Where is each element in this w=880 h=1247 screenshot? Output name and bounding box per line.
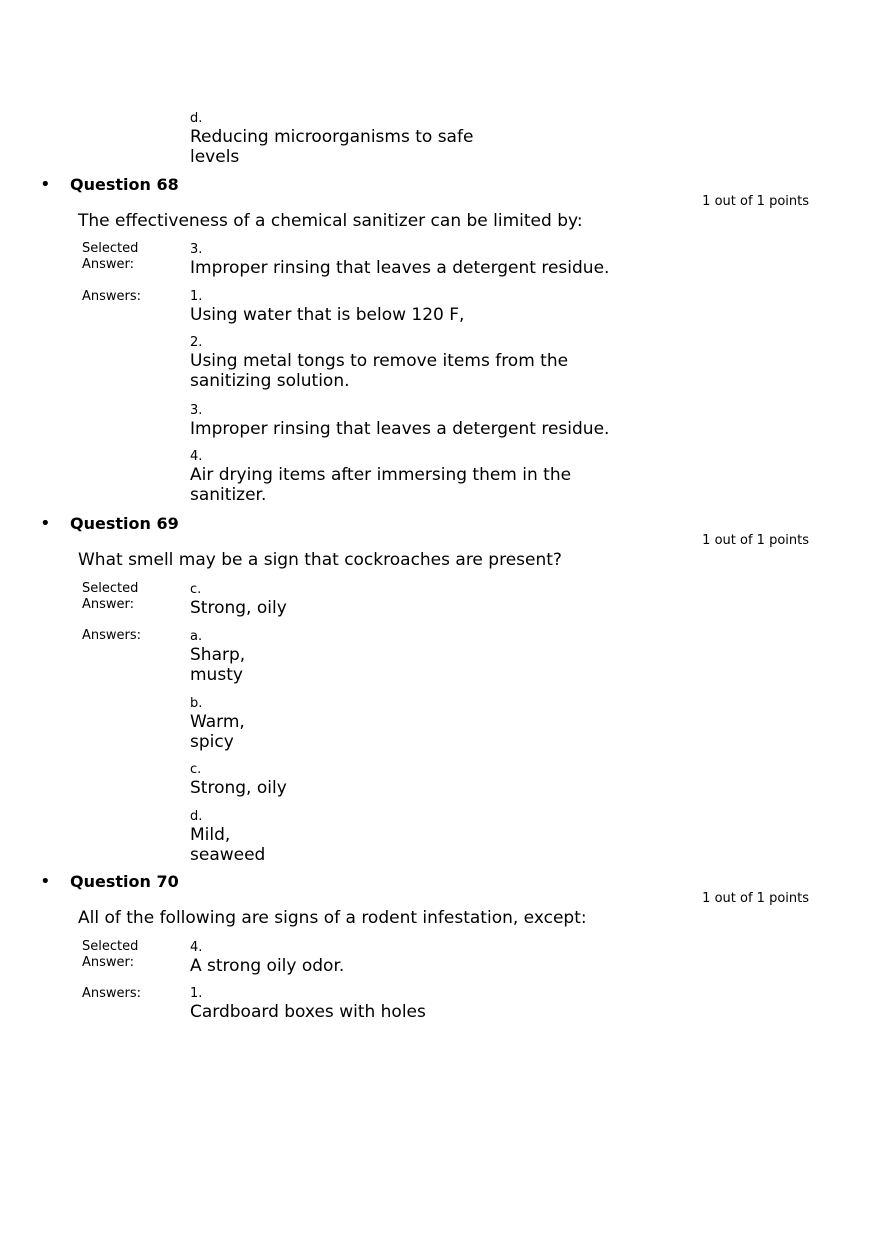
option-text: Strong, oily [190,598,287,618]
previous-answer-option [190,110,510,167]
answers-label: Answers: [82,289,142,304]
answer-option [190,808,630,865]
answers-label: Answers: [82,628,142,643]
option-label: 4. [190,940,203,955]
answer-option [190,334,630,391]
answer-option [190,761,630,798]
option-text: Reducing microorganisms to safe [190,127,474,147]
answer-option [190,448,630,505]
option-label: c. [190,582,202,597]
answer-option [190,288,630,325]
option-label: c. [190,762,202,777]
question-points: 1 out of 1 points [702,891,809,906]
option-label: 3. [190,403,203,418]
option-label: 1. [190,289,203,304]
option-text: spicy [190,732,234,752]
option-text: sanitizing solution. [190,371,350,391]
bullet-icon: • [40,174,51,195]
option-label: b. [190,696,203,711]
selected-answer [190,939,630,976]
selected-answer-label: Selected Answer: [82,241,139,272]
option-label: d. [190,809,203,824]
question-points: 1 out of 1 points [702,533,809,548]
option-text: Sharp, [190,645,246,665]
answer-option [190,402,630,439]
question-title: Question 68 [70,175,179,194]
option-label: 1. [190,986,203,1001]
option-text: Improper rinsing that leaves a detergent residue. [190,258,610,278]
answers-label: Answers: [82,986,142,1001]
question-text: The effectiveness of a chemical sanitizer can be limited by: [78,211,583,231]
selected-answer [190,581,630,618]
selected-answer-label: Selected Answer: [82,581,139,612]
selected-answer-label: Selected Answer: [82,939,139,970]
option-label: 3. [190,242,203,257]
answer-option [190,628,630,685]
option-label: a. [190,629,203,644]
option-text: Warm, [190,712,245,732]
option-label: 2. [190,335,203,350]
question-title: Question 69 [70,514,179,533]
option-text: Air drying items after immersing them in the [190,465,572,485]
option-label: 4. [190,449,203,464]
option-text: Cardboard boxes with holes [190,1002,426,1022]
option-text: A strong oily odor. [190,956,345,976]
bullet-icon: • [40,513,51,534]
option-text: Improper rinsing that leaves a detergent residue. [190,419,610,439]
option-text: Using water that is below 120 F, [190,305,465,325]
bullet-icon: • [40,871,51,892]
answer-option [190,695,630,752]
question-points: 1 out of 1 points [702,194,809,209]
question-text: What smell may be a sign that cockroaches are present? [78,550,562,570]
option-text: sanitizer. [190,485,267,505]
option-label: d. [190,111,203,126]
answer-option [190,985,630,1022]
question-title: Question 70 [70,872,179,891]
option-text: musty [190,665,243,685]
question-text: All of the following are signs of a rodent infestation, except: [78,908,587,928]
option-text: seaweed [190,845,266,865]
option-text: Strong, oily [190,778,287,798]
selected-answer [190,241,630,278]
option-text: Mild, [190,825,231,845]
option-text: Using metal tongs to remove items from the [190,351,569,371]
option-text: levels [190,147,240,167]
